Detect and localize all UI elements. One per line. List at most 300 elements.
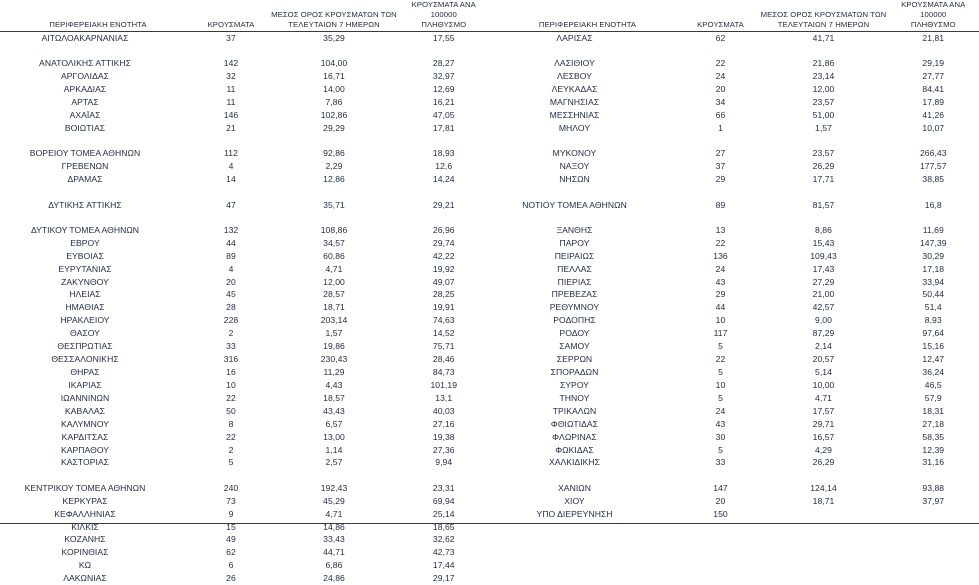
cases-value: 24 [682,70,760,83]
spacer-cell [490,186,682,198]
cases-per-100000-value: 266,43 [888,147,979,160]
cases-per-100000-value: 47,05 [398,109,490,122]
cases-per-100000-value: 13,1 [398,392,490,405]
cases-per-100000-value: 38,85 [888,173,979,186]
seven-day-average-value: 27,29 [760,276,888,289]
seven-day-average-value: 7,86 [270,96,398,109]
spacer-cell [760,211,888,223]
cases-value: 89 [192,250,270,263]
cases-value: 2 [192,327,270,340]
cases-value: 11 [192,96,270,109]
regional-unit-name: ΔΥΤΙΚΗΣ ΑΤΤΙΚΗΣ [0,199,192,212]
seven-day-average-value: 42,57 [760,301,888,314]
regional-unit-name: ΑΝΑΤΟΛΙΚΗΣ ΑΤΤΙΚΗΣ [0,57,192,70]
table-row [0,405,490,418]
regional-unit-name: ΤΡΙΚΑΛΩΝ [490,405,682,418]
seven-day-average-value: 5,14 [760,366,888,379]
table-row [0,559,490,572]
spacer-cell [192,135,270,147]
regional-unit-name: ΧΑΝΙΩΝ [490,482,682,495]
seven-day-average-value: 9,00 [760,314,888,327]
regional-unit-name: ΒΟΡΕΙΟΥ ΤΟΜΕΑ ΑΘΗΝΩΝ [0,147,192,160]
cases-per-100000-value: 28,46 [398,353,490,366]
seven-day-average-value: 230,43 [270,353,398,366]
cases-value: 29 [682,173,760,186]
cases-per-100000-value: 19,91 [398,301,490,314]
cases-value: 22 [192,431,270,444]
table-spacer-row [0,135,490,147]
cases-per-100000-value: 15,16 [888,340,979,353]
cases-per-100000-value: 17,81 [398,122,490,135]
cases-per-100000-value: 93,88 [888,482,979,495]
table-row [0,237,490,250]
table-row [490,444,979,457]
table-row [490,250,979,263]
regional-unit-name: ΚΑΡΠΑΘΟΥ [0,444,192,457]
table-row [0,288,490,301]
cases-per-100000-value: 25,14 [398,508,490,521]
spacer-cell [0,135,192,147]
spacer-cell [0,469,192,481]
regional-unit-name: ΕΒΡΟΥ [0,237,192,250]
seven-day-average-value: 1,14 [270,444,398,457]
cases-per-100000-value: 17,55 [398,32,490,45]
cases-per-100000-value: 12,69 [398,83,490,96]
spacer-cell [270,135,398,147]
table-spacer-row [490,211,979,223]
seven-day-average-value: 4,29 [760,444,888,457]
seven-day-average-value: 35,29 [270,32,398,45]
spacer-cell [192,469,270,481]
seven-day-average-value: 4,71 [270,508,398,521]
spacer-cell [398,135,490,147]
cases-per-100000-value: 27,77 [888,70,979,83]
seven-day-average-value: 18,71 [760,495,888,508]
table-row [490,431,979,444]
regional-unit-name: ΡΟΔΟΠΗΣ [490,314,682,327]
regional-unit-name: ΠΕΛΛΑΣ [490,263,682,276]
regional-unit-name: ΛΕΥΚΑΔΑΣ [490,83,682,96]
seven-day-average-value: 23,57 [760,96,888,109]
table-row [0,508,490,521]
seven-day-average-value: 109,43 [760,250,888,263]
spacer-cell [682,135,760,147]
regional-unit-name: ΚΙΛΚΙΣ [0,521,192,534]
cases-value: 33 [192,340,270,353]
regional-unit-name: ΧΑΛΚΙΔΙΚΗΣ [490,456,682,469]
cases-per-100000-value: 58,35 [888,431,979,444]
table-row [0,250,490,263]
table-spacer-row [0,45,490,57]
table-row [0,314,490,327]
table-row [490,392,979,405]
cases-value: 8 [192,418,270,431]
cases-value: 34 [682,96,760,109]
seven-day-average-value: 12,00 [270,276,398,289]
cases-per-100000-value: 42,22 [398,250,490,263]
table-row [0,392,490,405]
spacer-cell [192,186,270,198]
cases-per-100000-value: 16,21 [398,96,490,109]
table-row [490,70,979,83]
cases-per-100000-value: 29,74 [398,237,490,250]
seven-day-average-value: 20,57 [760,353,888,366]
seven-day-average-value: 6,57 [270,418,398,431]
cases-value: 240 [192,482,270,495]
spacer-cell [192,211,270,223]
cases-per-100000-value: 177,57 [888,160,979,173]
seven-day-average-value: 21,00 [760,288,888,301]
cases-value: 24 [682,263,760,276]
regional-unit-name: ΡΕΘΥΜΝΟΥ [490,301,682,314]
spacer-cell [0,45,192,57]
table-row [490,237,979,250]
seven-day-average-value: 87,29 [760,327,888,340]
regional-unit-name: ΠΡΕΒΕΖΑΣ [490,288,682,301]
cases-value: 62 [682,32,760,45]
cases-value: 22 [682,353,760,366]
spacer-cell [888,186,979,198]
table-row [0,57,490,70]
seven-day-average-value: 60,86 [270,250,398,263]
table-row [490,32,979,45]
cases-value: 22 [682,237,760,250]
regional-unit-name: ΣΠΟΡΑΔΩΝ [490,366,682,379]
seven-day-average-value: 11,29 [270,366,398,379]
left-header-regional-unit: ΠΕΡΙΦΕΡΕΙΑΚΗ ΕΝΟΤΗΤΑ [0,0,192,32]
regional-unit-name: ΠΙΕΡΙΑΣ [490,276,682,289]
seven-day-average-value: 81,57 [760,199,888,212]
seven-day-average-value: 26,29 [760,456,888,469]
cases-value: 44 [192,237,270,250]
table-row [0,70,490,83]
regional-unit-name: ΤΗΝΟΥ [490,392,682,405]
cases-per-100000-value: 32,97 [398,70,490,83]
spacer-cell [888,211,979,223]
cases-value: 9 [192,508,270,521]
cases-value: 22 [682,57,760,70]
regional-unit-name: ΓΡΕΒΕΝΩΝ [0,160,192,173]
spacer-cell [270,211,398,223]
seven-day-average-value: 19,86 [270,340,398,353]
regional-unit-name: ΚΟΡΙΝΘΙΑΣ [0,546,192,559]
cases-per-100000-value: 33,94 [888,276,979,289]
regional-unit-name: ΚΕΝΤΡΙΚΟΥ ΤΟΜΕΑ ΑΘΗΝΩΝ [0,482,192,495]
regional-unit-name: ΗΛΕΙΑΣ [0,288,192,301]
cases-per-100000-value: 27,18 [888,418,979,431]
cases-value: 10 [682,314,760,327]
cases-value: 6 [192,559,270,572]
cases-value: 33 [682,456,760,469]
regional-unit-name: ΜΗΛΟΥ [490,122,682,135]
table-row [0,263,490,276]
regional-unit-name: ΡΟΔΟΥ [490,327,682,340]
cases-per-100000-value: 17,18 [888,263,979,276]
spacer-cell [270,45,398,57]
cases-value: 11 [192,83,270,96]
cases-per-100000-value: 17,89 [888,96,979,109]
cases-per-100000-value: 10,07 [888,122,979,135]
regional-unit-name: ΖΑΚΥΝΘΟΥ [0,276,192,289]
left-header-cases-per-100000 [398,0,490,32]
seven-day-average-value: 6,86 [270,559,398,572]
regional-unit-name: ΚΕΡΚΥΡΑΣ [0,495,192,508]
cases-value: 44 [682,301,760,314]
spacer-cell [0,211,192,223]
cases-value: 4 [192,263,270,276]
seven-day-average-value: 92,86 [270,147,398,160]
table-spacer-row [0,211,490,223]
regional-unit-name: ΑΧΑΪΑΣ [0,109,192,122]
cases-per-100000-value: 29,17 [398,572,490,585]
table-row [490,456,979,469]
right-header-avg-line2: ΤΕΛΕΥΤΑΙΩΝ 7 ΗΜΕΡΩΝ [778,20,869,29]
cases-per-100000-value: 16,8 [888,199,979,212]
regional-unit-name: ΘΕΣΣΑΛΟΝΙΚΗΣ [0,353,192,366]
seven-day-average-value [760,508,888,521]
cases-value: 10 [682,379,760,392]
table-row [0,173,490,186]
regional-unit-name: ΒΟΙΩΤΙΑΣ [0,122,192,135]
right-table-body [490,32,979,521]
spacer-cell [682,469,760,481]
table-row [0,495,490,508]
seven-day-average-value: 16,57 [760,431,888,444]
cases-value: 21 [192,122,270,135]
table-row [490,301,979,314]
cases-value: 10 [192,379,270,392]
table-row [0,353,490,366]
cases-value: 47 [192,199,270,212]
cases-value: 20 [682,83,760,96]
cases-per-100000-value: 101,19 [398,379,490,392]
seven-day-average-value: 18,71 [270,301,398,314]
cases-value: 1 [682,122,760,135]
table-spacer-row [490,186,979,198]
table-row [490,418,979,431]
spacer-cell [490,135,682,147]
table-row [490,379,979,392]
seven-day-average-value: 26,29 [760,160,888,173]
cases-value: 146 [192,109,270,122]
table-spacer-row [0,469,490,481]
table-row [490,353,979,366]
regional-unit-name: ΛΕΣΒΟΥ [490,70,682,83]
spacer-cell [760,135,888,147]
seven-day-average-value: 43,43 [270,405,398,418]
regional-unit-name: ΑΡΤΑΣ [0,96,192,109]
cases-per-100000-value: 19,92 [398,263,490,276]
cases-per-100000-value: 97,64 [888,327,979,340]
cases-value: 24 [682,405,760,418]
regional-unit-name: ΚΑΣΤΟΡΙΑΣ [0,456,192,469]
table-row [0,122,490,135]
cases-value: 5 [682,392,760,405]
table-row [490,508,979,521]
regional-unit-name: ΛΑΡΙΣΑΣ [490,32,682,45]
cases-value: 50 [192,405,270,418]
seven-day-average-value: 23,57 [760,147,888,160]
left-header-per-line1: ΚΡΟΥΣΜΑΤΑ ΑΝΑ 100000 [412,0,476,19]
table-row [490,405,979,418]
right-table-header [490,0,979,32]
spacer-cell [0,186,192,198]
regional-unit-name: ΙΚΑΡΙΑΣ [0,379,192,392]
table-row [0,431,490,444]
cases-value: 112 [192,147,270,160]
cases-value: 62 [192,546,270,559]
regional-unit-name: ΚΕΦΑΛΛΗΝΙΑΣ [0,508,192,521]
seven-day-average-value: 104,00 [270,57,398,70]
spacer-cell [490,45,682,57]
cases-value: 16 [192,366,270,379]
regional-unit-name: ΘΑΣΟΥ [0,327,192,340]
seven-day-average-value: 29,71 [760,418,888,431]
cases-value: 14 [192,173,270,186]
table-row [0,366,490,379]
seven-day-average-value: 23,14 [760,70,888,83]
cases-value: 28 [192,301,270,314]
seven-day-average-value: 35,71 [270,199,398,212]
right-header-regional-unit: ΠΕΡΙΦΕΡΕΙΑΚΗ ΕΝΟΤΗΤΑ [490,0,682,32]
cases-per-100000-value: 40,03 [398,405,490,418]
cases-value: 73 [192,495,270,508]
regional-unit-name: ΠΑΡΟΥ [490,237,682,250]
spacer-cell [490,469,682,481]
cases-per-100000-value: 37,97 [888,495,979,508]
cases-value: 132 [192,224,270,237]
regional-unit-name: ΚΩ [0,559,192,572]
left-header-seven-day-average [270,0,398,32]
cases-per-100000-value: 11,69 [888,224,979,237]
table-row [490,57,979,70]
cases-per-100000-value: 21,81 [888,32,979,45]
seven-day-average-value: 17,43 [760,263,888,276]
table-row [490,122,979,135]
table-spacer-row [490,135,979,147]
regional-unit-name: ΛΑΣΙΘΙΟΥ [490,57,682,70]
spacer-cell [760,469,888,481]
cases-value: 316 [192,353,270,366]
regional-unit-name: ΜΕΣΣΗΝΙΑΣ [490,109,682,122]
right-cases-table [490,0,979,521]
regional-unit-name: ΝΑΞΟΥ [490,160,682,173]
regional-unit-name: ΣΥΡΟΥ [490,379,682,392]
regional-unit-name: ΥΠΟ ΔΙΕΡΕΥΝΗΣΗ [490,508,682,521]
regional-unit-name: ΑΙΤΩΛΟΑΚΑΡΝΑΝΙΑΣ [0,32,192,45]
cases-per-100000-value: 51,4 [888,301,979,314]
spacer-cell [398,186,490,198]
table-row [490,288,979,301]
table-row [0,379,490,392]
seven-day-average-value: 17,71 [760,173,888,186]
table-row [0,32,490,45]
table-row [0,418,490,431]
cases-value: 5 [682,444,760,457]
seven-day-average-value: 124,14 [760,482,888,495]
regional-unit-name: ΜΑΓΝΗΣΙΑΣ [490,96,682,109]
cases-value: 89 [682,199,760,212]
cases-value: 27 [682,147,760,160]
regional-unit-name: ΝΗΣΩΝ [490,173,682,186]
seven-day-average-value: 15,43 [760,237,888,250]
seven-day-average-value: 4,71 [760,392,888,405]
spacer-cell [760,186,888,198]
table-row [0,533,490,546]
cases-per-100000-value: 12,47 [888,353,979,366]
table-row [0,276,490,289]
spacer-cell [398,45,490,57]
left-header-per-line2: ΠΛΗΘΥΣΜΟ [421,20,466,29]
spacer-cell [888,469,979,481]
table-bottom-rule [0,523,979,524]
seven-day-average-value: 14,86 [270,521,398,534]
seven-day-average-value: 10,00 [760,379,888,392]
cases-per-100000-value: 18,31 [888,405,979,418]
seven-day-average-value: 12,00 [760,83,888,96]
cases-value: 37 [682,160,760,173]
table-row [490,495,979,508]
table-row [0,444,490,457]
seven-day-average-value: 2,57 [270,456,398,469]
cases-value: 136 [682,250,760,263]
left-header-row [0,0,490,32]
regional-unit-name: ΚΟΖΑΝΗΣ [0,533,192,546]
cases-per-100000-value: 17,44 [398,559,490,572]
cases-per-100000-value: 14,52 [398,327,490,340]
cases-value: 32 [192,70,270,83]
cases-per-100000-value: 29,21 [398,199,490,212]
regional-unit-name: ΗΜΑΘΙΑΣ [0,301,192,314]
cases-per-100000-value: 27,16 [398,418,490,431]
cases-per-100000-value: 46,5 [888,379,979,392]
table-row [490,327,979,340]
seven-day-average-value: 45,29 [270,495,398,508]
cases-per-100000-value: 28,27 [398,57,490,70]
cases-value: 37 [192,32,270,45]
table-row [0,147,490,160]
cases-per-100000-value: 23,31 [398,482,490,495]
cases-value: 147 [682,482,760,495]
spacer-cell [490,211,682,223]
seven-day-average-value: 1,57 [760,122,888,135]
left-header-avg-line2: ΤΕΛΕΥΤΑΙΩΝ 7 ΗΜΕΡΩΝ [288,20,379,29]
regional-unit-name: ΘΗΡΑΣ [0,366,192,379]
spacer-cell [682,45,760,57]
cases-per-100000-value: 84,73 [398,366,490,379]
table-row [490,482,979,495]
table-row [490,340,979,353]
right-header-per-line1: ΚΡΟΥΣΜΑΤΑ ΑΝΑ 100000 [901,0,965,19]
left-table-body [0,32,490,585]
cases-value: 30 [682,431,760,444]
cases-per-100000-value: 18,65 [398,521,490,534]
cases-per-100000-value: 74,63 [398,314,490,327]
spacer-cell [398,469,490,481]
spacer-cell [270,469,398,481]
table-row [490,263,979,276]
seven-day-average-value: 8,86 [760,224,888,237]
cases-value: 2 [192,444,270,457]
table-row [490,224,979,237]
right-table-half [490,0,979,585]
table-row [490,199,979,212]
right-header-cases: ΚΡΟΥΣΜΑΤΑ [682,0,760,32]
table-row [490,366,979,379]
spacer-cell [760,45,888,57]
cases-per-100000-value: 41,26 [888,109,979,122]
seven-day-average-value: 21,86 [760,57,888,70]
